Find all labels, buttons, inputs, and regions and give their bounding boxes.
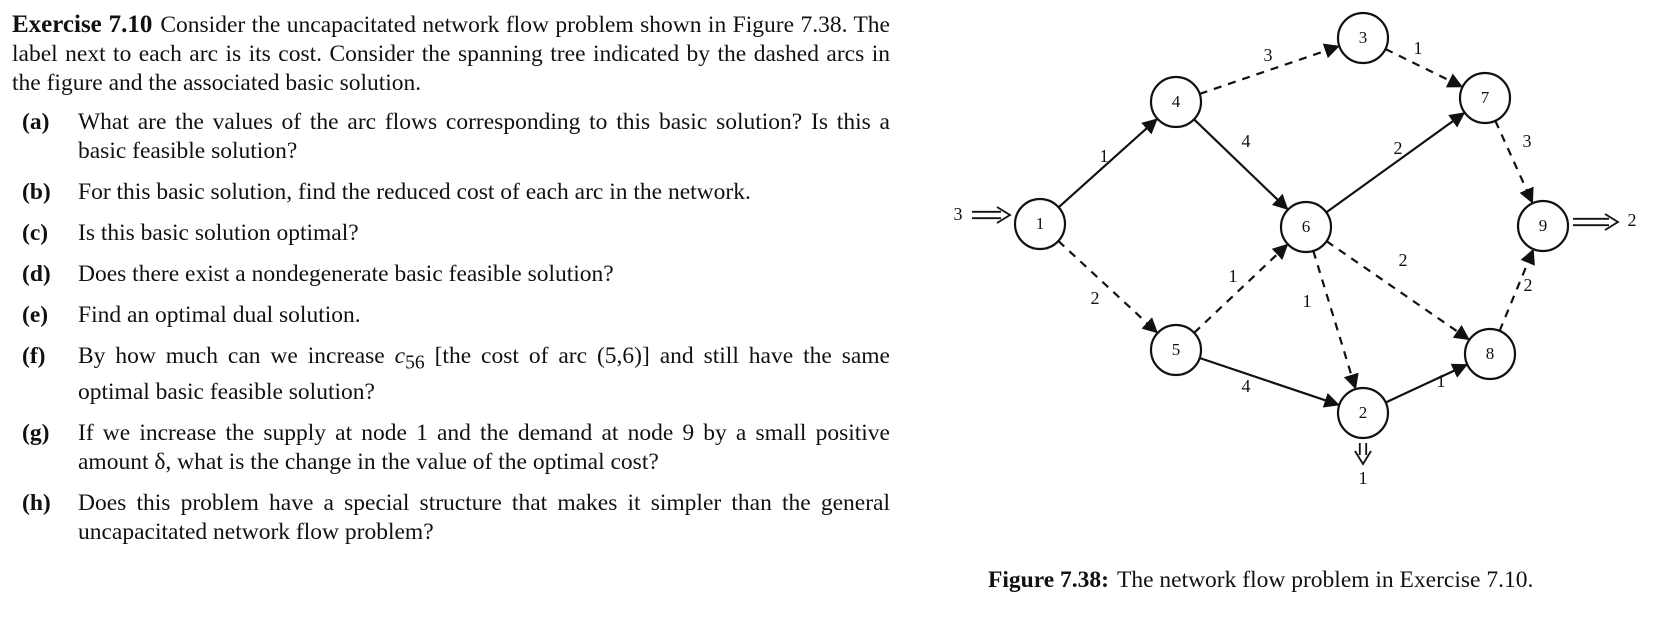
part-text-before: By how much can we increase: [78, 343, 395, 369]
part-label: (d): [22, 261, 51, 287]
arc-cost-label-8-9: 2: [1523, 275, 1533, 296]
exercise-intro: [12, 10, 890, 98]
part-label: (g): [22, 419, 50, 446]
node-label: 4: [1171, 91, 1181, 111]
part-label: (b): [22, 179, 51, 205]
exercise-intro-text: Consider the uncapacitated network flow problem shown in Figure 7.38. The label next to each arc is its cost. Consider the spanning tree indicated by the dashed arcs in the figure and the associated basic solution.: [12, 12, 890, 96]
part-h: [12, 489, 890, 547]
node-label: 1: [1035, 213, 1045, 233]
supply-amount-node-2: 1: [1358, 468, 1368, 489]
network-figure: [950, 0, 1674, 631]
supply-arrow-node-9: [1573, 214, 1618, 230]
node-5: [1151, 325, 1201, 375]
arc-1-5: [1058, 241, 1157, 332]
arc-cost-label-6-8: 2: [1398, 250, 1408, 271]
part-b: [12, 178, 890, 207]
cost-subscript: 56: [405, 352, 425, 374]
arc-cost-label-4-6: 4: [1241, 131, 1251, 152]
arc-6-2: [1313, 251, 1355, 388]
node-label: 8: [1485, 343, 1495, 363]
node-4: [1151, 77, 1201, 127]
part-text: Does there exist a nondegenerate basic feasible solution?: [78, 261, 614, 287]
arc-cost-label-6-7: 2: [1393, 138, 1403, 159]
arc-cost-label-4-3: 3: [1263, 45, 1273, 66]
node-7: [1460, 73, 1510, 123]
part-text: What are the values of the arc flows corresponding to this basic solution? Is this a basic feasible solution?: [78, 109, 890, 164]
node-label: 7: [1480, 87, 1490, 107]
part-c: [12, 219, 890, 248]
supply-arrow-node-1: [972, 207, 1010, 223]
part-d: [12, 260, 890, 289]
node-label: 3: [1358, 27, 1368, 47]
part-text: Does this problem have a special structure that makes it simpler than the general uncapacitated network flow problem?: [78, 489, 890, 545]
node-9: [1518, 201, 1568, 251]
part-text: For this basic solution, find the reduced cost of each arc in the network.: [78, 179, 751, 205]
exercise-heading: Exercise 7.10: [12, 11, 153, 38]
arc-cost-label-2-8: 1: [1436, 371, 1446, 392]
exercise-parts: [12, 108, 890, 547]
part-e: [12, 301, 890, 330]
node-label: 9: [1538, 215, 1548, 235]
part-label: (a): [22, 109, 50, 135]
part-a: [12, 108, 890, 166]
node-label: 5: [1171, 339, 1181, 359]
caption-heading: Figure 7.38:: [988, 567, 1109, 593]
arc-cost-label-1-4: 1: [1099, 146, 1109, 167]
arc-2-8: [1386, 365, 1467, 403]
exercise-block: [12, 10, 890, 559]
arc-cost-label-6-2: 1: [1302, 291, 1312, 312]
arc-6-7: [1326, 113, 1464, 212]
part-g: [12, 419, 890, 477]
part-text: If we increase the supply at node 1 and the demand at node 9 by a small positive amount δ, what is the change in the value of the optimal cost?: [78, 419, 890, 475]
arc-cost-label-5-2: 4: [1241, 376, 1251, 397]
part-text: Is this basic solution optimal?: [78, 220, 359, 246]
node-label: 6: [1301, 216, 1311, 236]
arc-cost-label-1-5: 2: [1090, 288, 1100, 309]
node-2: [1338, 388, 1388, 438]
cost-symbol: c: [394, 343, 406, 369]
node-1: [1015, 199, 1065, 249]
nodes-layer: [1015, 13, 1568, 438]
part-text-after: [the cost of arc (5,6)] and still have the same optimal basic feasible solution?: [78, 343, 890, 405]
arc-3-7: [1385, 49, 1461, 86]
part-f: [12, 342, 890, 407]
part-label: (f): [22, 343, 46, 369]
arc-cost-label-3-7: 1: [1413, 38, 1423, 59]
node-3: [1338, 13, 1388, 63]
node-6: [1281, 202, 1331, 252]
figure-caption: [988, 567, 1533, 594]
node-8: [1465, 329, 1515, 379]
arc-cost-label-5-6: 1: [1228, 266, 1238, 287]
supply-amount-node-1: 3: [953, 204, 963, 225]
arc-5-2: [1200, 358, 1339, 405]
network-diagram: [950, 0, 1674, 560]
arc-cost-label-7-9: 3: [1522, 131, 1532, 152]
arc-5-6: [1194, 245, 1287, 333]
part-text: Find an optimal dual solution.: [78, 302, 361, 328]
part-label: (h): [22, 489, 51, 516]
caption-text: The network flow problem in Exercise 7.10.: [1116, 567, 1534, 593]
supply-arrow-node-2: [1355, 443, 1371, 464]
part-label: (c): [22, 220, 49, 246]
node-label: 2: [1358, 402, 1368, 422]
part-label: (e): [22, 302, 49, 328]
supply-amount-node-9: 2: [1627, 210, 1637, 231]
